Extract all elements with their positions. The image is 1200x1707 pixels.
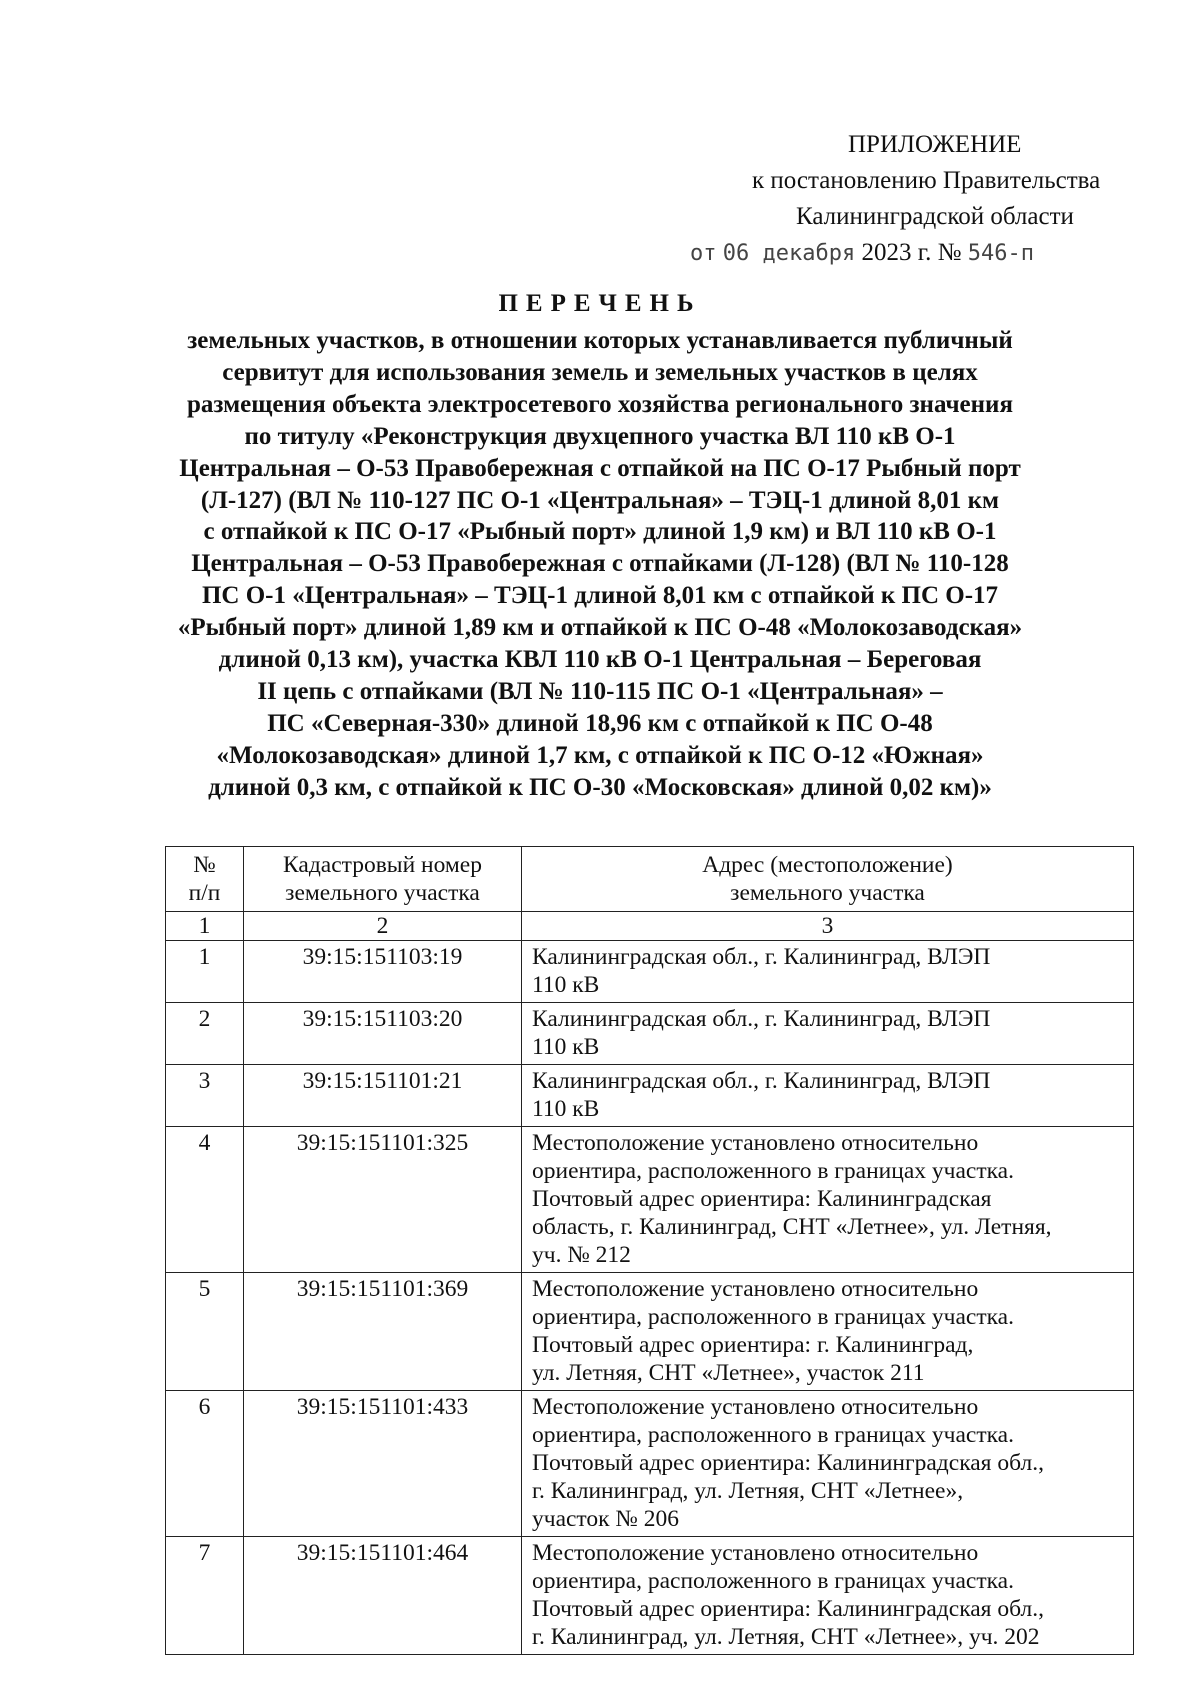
subtitle-line: длиной 0,13 км), участка КВЛ 110 кВ О-1 Центральная – Береговая (218, 646, 982, 674)
date-prefix: от (690, 241, 717, 266)
cadastral-number: 39:15:151101:433 (244, 1391, 522, 1537)
parcel-address (522, 1065, 1134, 1127)
subtitle-line: длиной 0,3 км, с отпайкой к ПС О-30 «Московская» длиной 0,02 км)» (208, 773, 992, 801)
table-row (166, 1003, 1134, 1065)
appendix-resolution-line: к постановлению Правительства (752, 167, 1101, 194)
cadastral-number: 39:15:151103:20 (244, 1003, 522, 1065)
subtitle-line: сервитут для использования земель и земельных участков в целях (222, 358, 978, 386)
subtitle-line: ПС «Северная-330» длиной 18,96 км с отпайкой к ПС О-48 (267, 709, 933, 737)
date-day-month: 06 декабря (722, 241, 856, 266)
table-row (166, 1273, 1134, 1391)
cadastral-number: 39:15:151103:19 (244, 941, 522, 1003)
resolution-number: 546-п (967, 241, 1034, 266)
subtitle-line: II цепь с отпайками (ВЛ № 110-115 ПС О-1 «Центральная» – (257, 677, 943, 705)
address-line: Калининградская обл., г. Калининград, ВЛЭП (532, 944, 991, 970)
address-line: 110 кВ (532, 1096, 600, 1122)
parcel-address (522, 1273, 1134, 1391)
address-line: ул. Летняя, СНТ «Летнее», участок 211 (532, 1360, 925, 1386)
address-line: Местоположение установлено относительно (532, 1394, 979, 1420)
table-row (166, 1127, 1134, 1273)
table-row (166, 1537, 1134, 1655)
subtitle-line: «Рыбный порт» длиной 1,89 км и отпайкой к ПС О-48 «Молокозаводская» (177, 614, 1023, 642)
subtitle-line: земельных участков, в отношении которых устанавливается публичный (187, 327, 1013, 354)
parcel-address (522, 1391, 1134, 1537)
address-line: Калининградская обл., г. Калининград, ВЛЭП (532, 1068, 991, 1094)
subtitle-line: по титулу «Реконструкция двухцепного участка ВЛ 110 кВ О-1 (244, 422, 956, 450)
header-address: Адрес (местоположение) земельного участка (522, 847, 1134, 912)
address-line: область, г. Калининград, СНТ «Летнее», ул. Летняя, (532, 1214, 1052, 1240)
column-number-row (166, 912, 1134, 941)
column-number: 2 (244, 912, 522, 941)
address-line: Местоположение установлено относительно (532, 1540, 979, 1566)
address-line: Почтовый адрес ориентира: Калининградская (532, 1186, 992, 1212)
cadastral-number: 39:15:151101:464 (244, 1537, 522, 1655)
address-line: уч. № 212 (532, 1242, 631, 1268)
appendix-region-line: Калининградской области (796, 203, 1074, 230)
subtitle-line: размещения объекта электросетевого хозяйства регионального значения (187, 390, 1013, 418)
address-line: ориентира, расположенного в границах участка. (532, 1568, 1014, 1594)
subtitle-line: (Л-127) (ВЛ № 110-127 ПС О-1 «Центральная» – ТЭЦ-1 длиной 8,01 км (200, 486, 1000, 514)
address-line: Почтовый адрес ориентира: Калининградская обл., (532, 1450, 1044, 1476)
cadastral-number: 39:15:151101:21 (244, 1065, 522, 1127)
appendix-date-line (690, 235, 1160, 272)
address-line: участок № 206 (532, 1506, 679, 1532)
subtitle-line: с отпайкой к ПС О-17 «Рыбный порт» длиной 1,9 км) и ВЛ 110 кВ О-1 (203, 518, 997, 546)
cadastral-number: 39:15:151101:369 (244, 1273, 522, 1391)
address-line: Местоположение установлено относительно (532, 1130, 979, 1156)
row-number: 1 (166, 941, 244, 1003)
table-row (166, 1391, 1134, 1537)
address-line: ориентира, расположенного в границах участка. (532, 1422, 1014, 1448)
date-year: 2023 г. № (861, 239, 962, 266)
address-line: 110 кВ (532, 972, 600, 998)
address-line: ориентира, расположенного в границах участка. (532, 1304, 1014, 1330)
parcel-address (522, 1127, 1134, 1273)
parcel-address (522, 941, 1134, 1003)
appendix-header (690, 127, 1160, 272)
address-line: Калининградская обл., г. Калининград, ВЛЭП (532, 1006, 991, 1032)
column-number: 1 (166, 912, 244, 941)
subtitle-line: Центральная – О-53 Правобережная с отпайками (Л-128) (ВЛ № 110-128 (191, 550, 1009, 578)
row-number: 7 (166, 1537, 244, 1655)
table-header-row (166, 847, 1134, 912)
address-line: Почтовый адрес ориентира: г. Калининград, (532, 1332, 974, 1358)
document-title: ПЕРЕЧЕНЬ (498, 290, 702, 317)
appendix-title: ПРИЛОЖЕНИЕ (848, 131, 1022, 158)
header-number: № п/п (166, 847, 244, 912)
address-line: ориентира, расположенного в границах участка. (532, 1158, 1014, 1184)
subtitle-line: Центральная – О-53 Правобережная с отпайкой на ПС О-17 Рыбный порт (179, 454, 1021, 482)
address-line: Местоположение установлено относительно (532, 1276, 979, 1302)
row-number: 2 (166, 1003, 244, 1065)
parcel-address (522, 1537, 1134, 1655)
row-number: 6 (166, 1391, 244, 1537)
parcel-address (522, 1003, 1134, 1065)
parcels-table (165, 846, 1134, 1655)
table-row (166, 941, 1134, 1003)
subtitle-line: «Молокозаводская» длиной 1,7 км, с отпайкой к ПС О-12 «Южная» (216, 741, 984, 769)
address-line: Почтовый адрес ориентира: Калининградская обл., (532, 1596, 1044, 1622)
cadastral-number: 39:15:151101:325 (244, 1127, 522, 1273)
row-number: 3 (166, 1065, 244, 1127)
document-subtitle (110, 325, 1090, 804)
header-cadastral: Кадастровый номер земельного участка (244, 847, 522, 912)
row-number: 5 (166, 1273, 244, 1391)
address-line: 110 кВ (532, 1034, 600, 1060)
subtitle-line: ПС О-1 «Центральная» – ТЭЦ-1 длиной 8,01 км с отпайкой к ПС О-17 (201, 582, 999, 610)
address-line: г. Калининград, ул. Летняя, СНТ «Летнее», (532, 1478, 964, 1504)
row-number: 4 (166, 1127, 244, 1273)
column-number: 3 (522, 912, 1134, 941)
table-row (166, 1065, 1134, 1127)
address-line: г. Калининград, ул. Летняя, СНТ «Летнее», уч. 202 (532, 1624, 1040, 1650)
